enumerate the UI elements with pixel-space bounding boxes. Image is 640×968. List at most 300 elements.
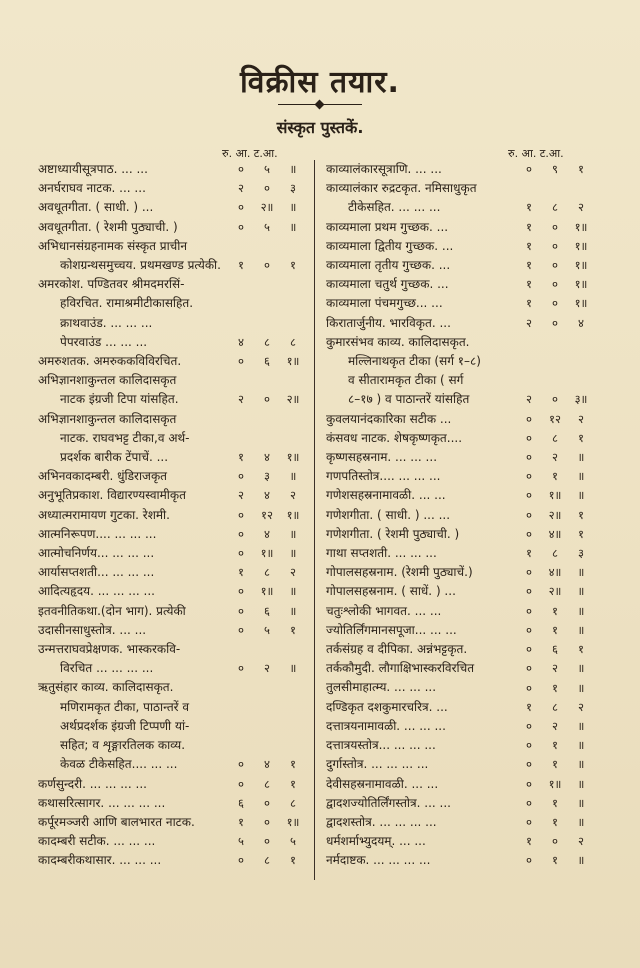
book-title: कर्णसुन्दरी. ... ... ... ... bbox=[38, 776, 147, 791]
section-heading: संस्कृत पुस्तकें. bbox=[276, 118, 364, 137]
price-rupees: ० bbox=[526, 661, 532, 676]
price-postage: ॥ bbox=[289, 200, 297, 215]
book-entry bbox=[38, 813, 306, 832]
price-postage: १ bbox=[290, 776, 296, 791]
price-annas: ८ bbox=[264, 334, 270, 349]
price-group bbox=[516, 294, 594, 313]
price-annas: २ bbox=[552, 661, 558, 676]
price-group bbox=[228, 390, 306, 409]
price-annas: ६ bbox=[264, 603, 270, 618]
book-title: कंसवध नाटक. शेषकृष्णकृत.... bbox=[326, 430, 463, 445]
price-group bbox=[516, 659, 594, 678]
book-entry bbox=[38, 160, 306, 179]
book-title: आत्मनिरूपण.... ... ... ... bbox=[38, 526, 157, 541]
price-group bbox=[228, 198, 306, 217]
book-title: अभिज्ञानशाकुन्तल कालिदासकृत bbox=[38, 411, 177, 426]
book-title-continuation: हविरचित. रामाश्रमीटीकासहित. bbox=[60, 296, 194, 311]
book-entry bbox=[38, 525, 306, 544]
price-rupees: ० bbox=[526, 526, 532, 541]
price-group bbox=[228, 851, 306, 870]
price-postage: २ bbox=[578, 834, 584, 849]
price-group bbox=[516, 256, 594, 275]
book-entry bbox=[326, 314, 594, 333]
price-group bbox=[516, 275, 594, 294]
book-title: अष्टाध्यायीसूत्रपाठ. ... ... bbox=[38, 162, 148, 176]
price-postage: २ bbox=[578, 411, 584, 426]
book-entry bbox=[38, 198, 306, 217]
price-postage: १॥ bbox=[286, 507, 300, 522]
price-annas: ४ bbox=[264, 450, 270, 465]
price-postage: ॥ bbox=[577, 718, 585, 733]
price-group bbox=[516, 602, 594, 621]
book-title: अभिज्ञानशाकुन्तल कालिदासकृत bbox=[38, 373, 177, 388]
price-annas: ३ bbox=[264, 469, 270, 484]
price-rupees: ० bbox=[526, 795, 532, 810]
price-annas: ८ bbox=[264, 853, 270, 868]
price-rupees: २ bbox=[238, 392, 244, 407]
book-title-continuation: विरचित ... ... ... ... bbox=[60, 661, 154, 676]
price-rupees: ० bbox=[526, 565, 532, 580]
book-entry bbox=[326, 486, 594, 505]
price-group bbox=[516, 736, 594, 755]
book-title-continuation: नाटक इंग्रजी टिपा यांसहित. bbox=[60, 392, 179, 407]
book-title: गाथा सप्तशती. ... ... ... bbox=[326, 546, 437, 561]
book-title: दत्तात्रयस्तोत्र... ... ... ... bbox=[326, 738, 436, 753]
price-group bbox=[228, 659, 306, 678]
price-annas: ४ bbox=[264, 526, 270, 541]
price-annas: ० bbox=[552, 258, 558, 273]
price-rupees: ५ bbox=[238, 834, 244, 849]
price-rupees: ० bbox=[526, 622, 532, 637]
book-entry bbox=[326, 563, 594, 582]
book-entry bbox=[38, 467, 306, 486]
price-rupees: २ bbox=[526, 315, 532, 330]
price-group bbox=[228, 160, 306, 179]
price-rupees: ० bbox=[526, 680, 532, 695]
price-group bbox=[516, 832, 594, 851]
book-title: धर्मशर्माभ्युदयम्. ... ... bbox=[326, 834, 426, 849]
book-entry bbox=[38, 218, 306, 237]
price-rupees: १ bbox=[526, 258, 532, 273]
price-annas: २ bbox=[552, 718, 558, 733]
price-postage: ३॥ bbox=[574, 392, 588, 407]
price-postage: ॥ bbox=[577, 584, 585, 599]
right-column-list bbox=[326, 160, 594, 871]
price-rupees: ० bbox=[238, 162, 244, 177]
price-annas: ० bbox=[264, 834, 270, 849]
column-divider bbox=[314, 160, 315, 880]
price-rupees: १ bbox=[238, 450, 244, 465]
price-rupees: १ bbox=[238, 258, 244, 273]
price-rupees: ० bbox=[238, 622, 244, 637]
book-title: किरातार्जुनीय. भारविकृत. ... bbox=[326, 315, 451, 330]
book-entry bbox=[38, 794, 306, 813]
price-rupees: ० bbox=[526, 411, 532, 426]
price-rupees: २ bbox=[238, 488, 244, 503]
price-group bbox=[516, 467, 594, 486]
price-annas: ० bbox=[264, 181, 270, 196]
book-entry bbox=[326, 333, 594, 410]
book-entry bbox=[326, 294, 594, 313]
price-annas: १ bbox=[552, 757, 558, 772]
book-entry bbox=[326, 237, 594, 256]
price-annas: २॥ bbox=[548, 507, 562, 522]
book-entry bbox=[326, 218, 594, 237]
price-rupees: ० bbox=[238, 526, 244, 541]
price-postage: ॥ bbox=[289, 546, 297, 561]
price-postage: ॥ bbox=[577, 680, 585, 695]
price-postage: १ bbox=[578, 642, 584, 657]
price-rupees: १ bbox=[526, 546, 532, 561]
price-annas: १ bbox=[552, 795, 558, 810]
book-entry bbox=[326, 794, 594, 813]
price-rupees: ० bbox=[526, 507, 532, 522]
price-rupees: ० bbox=[526, 488, 532, 503]
price-postage: ॥ bbox=[577, 661, 585, 676]
book-entry bbox=[326, 621, 594, 640]
book-title: उन्मत्तराघवप्रेक्षणक. भास्करकवि- bbox=[38, 642, 181, 657]
book-title-continuation: क्राथवाउंड. ... ... ... bbox=[60, 315, 153, 330]
book-title: आत्मोचनिर्णय... ... ... ... bbox=[38, 546, 155, 561]
price-annas: १२ bbox=[549, 411, 561, 426]
book-title: काव्यालंकारसूत्राणि. ... ... bbox=[326, 162, 442, 176]
price-group bbox=[228, 621, 306, 640]
price-group bbox=[228, 582, 306, 601]
book-title: तर्ककौमुदी. लौगाक्षिभास्करविरचित bbox=[326, 661, 475, 676]
book-title: ज्योतिर्लिंगमानसपूजा... ... ... bbox=[326, 622, 457, 637]
price-group bbox=[516, 198, 594, 217]
book-title-continuation: अर्थप्रदर्शक इंग्रजी टिप्पणी यां- bbox=[60, 718, 190, 733]
price-postage: ८ bbox=[290, 795, 296, 810]
price-postage: ॥ bbox=[577, 757, 585, 772]
book-title: द्वादशस्तोत्र. ... ... ... ... bbox=[326, 814, 437, 829]
price-postage: ३ bbox=[578, 546, 584, 561]
price-group bbox=[228, 755, 306, 774]
book-entry bbox=[326, 160, 594, 179]
book-entry bbox=[326, 775, 594, 794]
price-annas: ८ bbox=[552, 699, 558, 714]
price-group bbox=[516, 755, 594, 774]
book-title: तर्कसंग्रह व दीपिका. अन्नंभट्टकृत. bbox=[326, 642, 468, 657]
book-entry bbox=[326, 602, 594, 621]
book-title: दण्डिकृत दशकुमारचरित्र. ... bbox=[326, 699, 448, 714]
price-rupees: ० bbox=[238, 584, 244, 599]
price-rupees: ० bbox=[238, 603, 244, 618]
price-group bbox=[516, 794, 594, 813]
price-group bbox=[516, 486, 594, 505]
book-title: चतुःश्लोकी भागवत. ... ... bbox=[326, 603, 442, 618]
price-postage: ॥ bbox=[577, 795, 585, 810]
price-annas: २॥ bbox=[260, 200, 274, 215]
price-group bbox=[516, 448, 594, 467]
book-title: गणेशगीता. ( साधी. ) ... ... bbox=[326, 507, 451, 522]
price-postage: ॥ bbox=[289, 219, 297, 234]
book-title: अवधूतगीता. ( रेशमी पुठ्याची. ) bbox=[38, 219, 178, 234]
book-entry bbox=[38, 832, 306, 851]
price-rupees: ० bbox=[526, 757, 532, 772]
price-annas: ० bbox=[552, 277, 558, 292]
price-postage: ॥ bbox=[577, 814, 585, 829]
price-rupees: १ bbox=[238, 814, 244, 829]
price-postage: ५ bbox=[290, 834, 296, 849]
price-annas: ० bbox=[552, 834, 558, 849]
price-annas: ० bbox=[264, 258, 270, 273]
book-title: द्वादशज्योतिर्लिंगस्तोत्र. ... ... bbox=[326, 795, 451, 810]
diamond-ornament-icon bbox=[315, 100, 325, 110]
price-annas: ० bbox=[264, 795, 270, 810]
price-postage: १ bbox=[290, 258, 296, 273]
book-title: कादम्बरीकथासार. ... ... ... bbox=[38, 853, 162, 868]
book-title: कादम्बरी सटीक. ... ... ... bbox=[38, 834, 156, 849]
book-title: गोपालसहस्रनाम. (रेशमी पुठ्याचें.) bbox=[326, 565, 473, 580]
book-title: उदासीनसाधुस्तोत्र. ... ... bbox=[38, 622, 147, 637]
price-group bbox=[516, 410, 594, 429]
book-title: गणपतिस्तोत्र.... ... ... ... bbox=[326, 469, 441, 484]
price-rupees: ० bbox=[238, 546, 244, 561]
price-annas: १॥ bbox=[548, 488, 562, 503]
price-rupees: ० bbox=[526, 853, 532, 868]
price-postage: १॥ bbox=[286, 814, 300, 829]
price-annas: ४॥ bbox=[548, 565, 562, 580]
price-annas: ५ bbox=[264, 219, 270, 234]
book-title: अनुभूतिप्रकाश. विद्यारण्यस्वामीकृत bbox=[38, 488, 186, 503]
book-entry bbox=[38, 775, 306, 794]
price-annas: ९ bbox=[552, 162, 558, 177]
price-group bbox=[516, 506, 594, 525]
price-postage: ॥ bbox=[289, 469, 297, 484]
price-annas: १ bbox=[552, 814, 558, 829]
book-entry bbox=[326, 813, 594, 832]
price-annas: ८ bbox=[264, 565, 270, 580]
price-rupees: ० bbox=[238, 853, 244, 868]
price-group bbox=[228, 256, 306, 275]
price-postage: २ bbox=[290, 488, 296, 503]
price-postage: १॥ bbox=[574, 296, 588, 311]
price-rupees: ० bbox=[526, 162, 532, 177]
price-postage: ॥ bbox=[577, 450, 585, 465]
price-group bbox=[516, 160, 594, 179]
book-title: काव्यमाला द्वितीय गुच्छक. ... bbox=[326, 238, 454, 253]
price-annas: ८ bbox=[264, 776, 270, 791]
price-rupees: १ bbox=[238, 565, 244, 580]
book-entry bbox=[38, 486, 306, 505]
price-annas: ० bbox=[552, 392, 558, 407]
book-entry bbox=[326, 832, 594, 851]
price-annas: १ bbox=[552, 603, 558, 618]
book-title: देवीसहस्रनामावळी. ... ... bbox=[326, 776, 439, 791]
price-postage: १॥ bbox=[574, 277, 588, 292]
price-annas: ० bbox=[264, 814, 270, 829]
price-rupees: ० bbox=[526, 776, 532, 791]
price-annas: ४ bbox=[264, 757, 270, 772]
price-postage: २ bbox=[578, 200, 584, 215]
price-annas: १॥ bbox=[548, 776, 562, 791]
price-postage: ॥ bbox=[577, 565, 585, 580]
book-entry bbox=[326, 429, 594, 448]
book-entry bbox=[326, 640, 594, 659]
book-title-continuation: व सीतारामकृत टीका ( सर्ग bbox=[348, 373, 464, 388]
price-group bbox=[516, 237, 594, 256]
book-title: कृष्णसहस्रनाम. ... ... ... bbox=[326, 450, 438, 465]
price-postage: १ bbox=[290, 853, 296, 868]
book-title: अध्यात्मरामायण गुटका. रेशमी. bbox=[38, 507, 170, 522]
price-rupees: ० bbox=[526, 469, 532, 484]
book-title: तुलसीमाहात्म्य. ... ... ... bbox=[326, 680, 437, 695]
price-postage: २ bbox=[578, 699, 584, 714]
price-rupees: ० bbox=[238, 776, 244, 791]
price-annas: १ bbox=[552, 853, 558, 868]
book-title: काव्यमाला तृतीय गुच्छक. ... bbox=[326, 258, 451, 273]
book-title: आर्यासप्तशती... ... ... ... bbox=[38, 565, 155, 580]
price-annas: ५ bbox=[264, 622, 270, 637]
price-rupees: ० bbox=[526, 430, 532, 445]
book-title: दुर्गास्तोत्र. ... ... ... ... bbox=[326, 757, 429, 772]
price-rupees: ० bbox=[238, 661, 244, 676]
book-entry bbox=[326, 544, 594, 563]
book-title: काव्यमाला चतुर्थ गुच्छक. ... bbox=[326, 277, 449, 292]
book-entry bbox=[326, 525, 594, 544]
book-entry bbox=[38, 678, 306, 774]
book-title: अनर्घराघव नाटक. ... ... bbox=[38, 181, 146, 196]
book-title: कुमारसंभव काव्य. कालिदासकृत. bbox=[326, 334, 470, 349]
price-rupees: १ bbox=[526, 277, 532, 292]
price-postage: १ bbox=[578, 507, 584, 522]
price-group bbox=[228, 352, 306, 371]
book-title: आदित्यहृदय. ... ... ... ... bbox=[38, 584, 155, 599]
price-rupees: ० bbox=[526, 814, 532, 829]
price-rupees: ४ bbox=[238, 334, 244, 349]
price-annas: ८ bbox=[552, 546, 558, 561]
book-entry bbox=[38, 621, 306, 640]
book-title: कुवलयानंदकारिका सटीक ... bbox=[326, 411, 452, 426]
price-annas: १ bbox=[552, 469, 558, 484]
price-group bbox=[516, 813, 594, 832]
book-entry bbox=[326, 448, 594, 467]
price-group bbox=[516, 775, 594, 794]
price-rupees: १ bbox=[526, 834, 532, 849]
price-column-header-left: रु. आ. ट.आ. bbox=[222, 147, 278, 160]
price-group bbox=[516, 563, 594, 582]
price-group bbox=[516, 429, 594, 448]
price-rupees: ० bbox=[526, 584, 532, 599]
price-postage: ३ bbox=[290, 181, 296, 196]
book-title: दत्तात्रयनामावळी. ... ... ... bbox=[326, 718, 446, 733]
book-title: ऋतुसंहार काव्य. कालिदासकृत. bbox=[38, 680, 174, 695]
price-rupees: ० bbox=[238, 354, 244, 369]
book-title: गोपालसहस्रनाम. ( साधें. ) ... bbox=[326, 584, 456, 599]
book-entry bbox=[38, 582, 306, 601]
book-title: गणेशगीता. ( रेशमी पुठ्याची. ) bbox=[326, 526, 460, 541]
price-rupees: १ bbox=[526, 296, 532, 311]
book-entry bbox=[38, 410, 306, 468]
price-postage: १॥ bbox=[574, 219, 588, 234]
price-postage: ८ bbox=[290, 334, 296, 349]
price-annas: ४॥ bbox=[548, 526, 562, 541]
price-group bbox=[228, 218, 306, 237]
price-postage: ॥ bbox=[577, 853, 585, 868]
price-annas: ० bbox=[264, 392, 270, 407]
book-entry bbox=[38, 506, 306, 525]
price-postage: ॥ bbox=[577, 776, 585, 791]
book-entry bbox=[38, 352, 306, 371]
book-entry bbox=[326, 179, 594, 217]
book-title: नर्मदाष्टक. ... ... ... ... bbox=[326, 853, 431, 868]
book-entry bbox=[326, 678, 594, 697]
book-title: अमरुशतक. अमरुककविविरचित. bbox=[38, 354, 182, 369]
price-annas: ० bbox=[552, 238, 558, 253]
price-postage: १॥ bbox=[286, 354, 300, 369]
price-rupees: ६ bbox=[238, 795, 244, 810]
book-title: इतवनीतिकथा.(दोन भाग). प्रत्येकी bbox=[38, 603, 186, 618]
price-group bbox=[228, 544, 306, 563]
price-annas: ४ bbox=[264, 488, 270, 503]
price-postage: ॥ bbox=[289, 603, 297, 618]
price-postage: ॥ bbox=[577, 488, 585, 503]
price-postage: ॥ bbox=[289, 162, 297, 177]
book-title: गणेशसहस्रनामावळी. ... ... bbox=[326, 488, 446, 503]
price-annas: ६ bbox=[264, 354, 270, 369]
book-entry bbox=[326, 851, 594, 870]
price-group bbox=[228, 333, 306, 352]
price-postage: १ bbox=[290, 622, 296, 637]
book-title: काव्यमाला पंचमगुच्छ... ... bbox=[326, 296, 443, 311]
book-entry bbox=[38, 640, 306, 678]
price-rupees: ० bbox=[238, 507, 244, 522]
price-group bbox=[228, 448, 306, 467]
price-group bbox=[516, 582, 594, 601]
price-rupees: २ bbox=[526, 392, 532, 407]
book-title: कर्पूरमञ्जरी आणि बालभारत नाटक. bbox=[38, 814, 195, 829]
book-entry bbox=[326, 717, 594, 736]
book-entry bbox=[326, 467, 594, 486]
book-title-continuation: केवळ टीकेसहित.... ... ... bbox=[60, 757, 178, 772]
price-rupees: ० bbox=[238, 200, 244, 215]
price-postage: ॥ bbox=[289, 661, 297, 676]
price-group bbox=[516, 851, 594, 870]
book-entry bbox=[38, 275, 306, 352]
price-group bbox=[516, 314, 594, 333]
price-group bbox=[228, 813, 306, 832]
price-group bbox=[228, 467, 306, 486]
book-title: अभिनवकादम्बरी. धुंडिराजकृत bbox=[38, 469, 168, 484]
price-postage: ॥ bbox=[289, 584, 297, 599]
price-postage: ॥ bbox=[289, 526, 297, 541]
book-title: काव्यालंकार रुद्रटकृत. नमिसाधुकृत bbox=[326, 181, 477, 196]
price-rupees: ० bbox=[238, 219, 244, 234]
price-group bbox=[516, 390, 594, 409]
price-postage: ४ bbox=[578, 315, 584, 330]
price-group bbox=[516, 525, 594, 544]
book-title-continuation: सहित; व शृङ्गारतिलक काव्य. bbox=[60, 738, 186, 753]
price-annas: १ bbox=[552, 680, 558, 695]
price-postage: २ bbox=[290, 565, 296, 580]
price-rupees: ० bbox=[526, 718, 532, 733]
price-group bbox=[228, 775, 306, 794]
book-entry bbox=[38, 237, 306, 275]
price-annas: १ bbox=[552, 622, 558, 637]
price-annas: ५ bbox=[264, 162, 270, 177]
book-entry bbox=[326, 582, 594, 601]
price-annas: १२ bbox=[261, 507, 273, 522]
price-postage: २॥ bbox=[286, 392, 300, 407]
book-entry bbox=[326, 736, 594, 755]
price-postage: ॥ bbox=[577, 622, 585, 637]
price-group bbox=[228, 794, 306, 813]
book-title: अभिधानसंग्रहनामक संस्कृत प्राचीन bbox=[38, 238, 188, 253]
price-group bbox=[516, 621, 594, 640]
title-ornament-rule bbox=[278, 104, 362, 105]
price-rupees: ० bbox=[238, 757, 244, 772]
